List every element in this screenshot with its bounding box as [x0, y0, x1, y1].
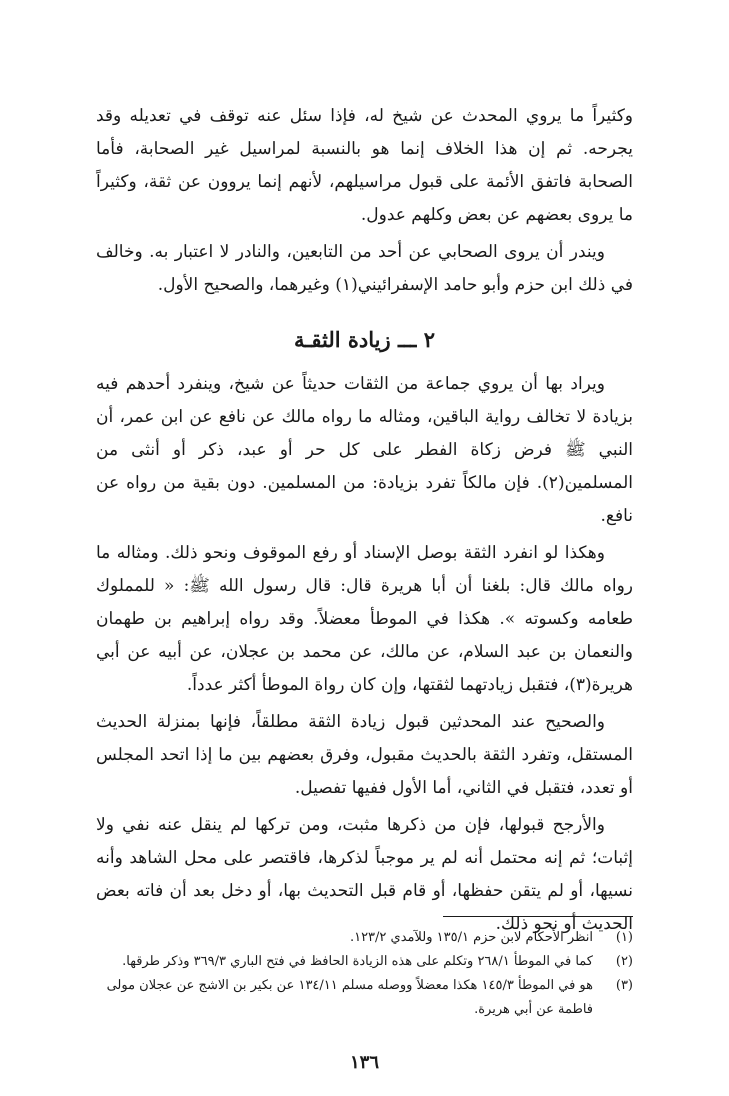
page-number: ١٣٦	[349, 1052, 379, 1073]
paragraph-5: والصحيح عند المحدثين قبول زيادة الثقة مطلقاً، فإنها بمنزلة الحديث المستقل، وتفرد الثقة بالحديث مقبول، وفرق بعضهم بين ما إذا اتحد المجلس أو تعدد، فتقبل في الثاني، أما الأول ففيها تفصيل.	[96, 712, 633, 798]
footnote-divider	[443, 916, 633, 917]
paragraph-3: ويراد بها أن يروي جماعة من الثقات حديثاً عن شيخ، وينفرد أحدهم فيه بزيادة لا تخالف رواية الباقين، ومثاله ما رواه مالك عن نافع عن ابن عمر، أن النبي ﷺ فرض زكاة الفطر على كل حر أو عبد، ذكر أو أنثى من المسلمين(٢). فإن مالكاً تفرد بزيادة: من المسلمين. دون بقية من رواه عن نافع.	[96, 374, 633, 526]
section-heading: ٢ ـــ زيادة الثقـة	[293, 327, 435, 352]
page-body	[96, 100, 633, 941]
paragraph-6: والأرجح قبولها، فإن من ذكرها مثبت، ومن تركها لم ينقل عنه نفي ولا إثبات؛ ثم إنه محتمل أنه لم ير موجباً لذكرها، فاقتصر على محل الشاهد وأنه نسيها، أو لم يتقن حفظها، أو قام قبل التحديث بها، أو دخل بعد أن فاته بعض الحديث أو نحو ذلك.	[96, 815, 633, 934]
footnote-number: (١)	[615, 930, 633, 945]
footnotes	[96, 926, 633, 1022]
paragraph-2: ويندر أن يروى الصحابي عن أحد من التابعين، والنادر لا اعتبار به. وخالف في ذلك ابن حزم وأبو حامد الإسفرائيني(١) وغيرهما، والصحيح الأول.	[96, 242, 633, 295]
footnote-3	[96, 974, 633, 1022]
footnote-2	[96, 950, 633, 974]
paragraph-1: وكثيراً ما يروي المحدث عن شيخ له، فإذا سئل عنه توقف في تعديله وقد يجرحه. ثم إن هذا الخلاف إنما هو بالنسبة لمراسيل غير الصحابة، فأما الصحابة فاتفق الأئمة على قبول مراسيلهم، لأنهم إنما يروون عن ثقة، وكثيراً ما يروى بعضهم عن بعض وكلهم عدول.	[96, 106, 633, 225]
footnote-text: انظر الأحكام لابن حزم ١٣٥/١ وللآمدي ١٢٣/٢.	[349, 930, 593, 945]
paragraph-4: وهكذا لو انفرد الثقة بوصل الإسناد أو رفع الموقوف ونحو ذلك. ومثاله ما رواه مالك قال: بلغنا أن أبا هريرة قال: قال رسول الله ﷺ: « للمملوك طعامه وكسوته ». هكذا في الموطأ معضلاً. وقد رواه إبراهيم بن طهمان والنعمان بن عبد السلام، عن مالك، عن محمد بن عجلان، عن أبيه عن أبي هريرة(٣)، فتقبل زيادتهما لثقتها، وإن كان رواة الموطأ أكثر عدداً.	[96, 543, 633, 695]
footnote-1	[96, 926, 633, 950]
footnote-number: (٢)	[615, 954, 633, 969]
footnote-number: (٣)	[615, 978, 633, 993]
footnote-text: هو في الموطأ ١٤٥/٣ هكذا معضلاً ووصله مسلم ١٣٤/١١ عن بكير بن الاشج عن عجلان مولى فاطمة عن أبي هريرة.	[106, 978, 593, 1017]
footnote-text: كما في الموطأ ٢٦٨/١ وتكلم على هذه الزيادة الحافظ في فتح الباري ٣٦٩/٣ وذكر طرقها.	[122, 954, 593, 969]
